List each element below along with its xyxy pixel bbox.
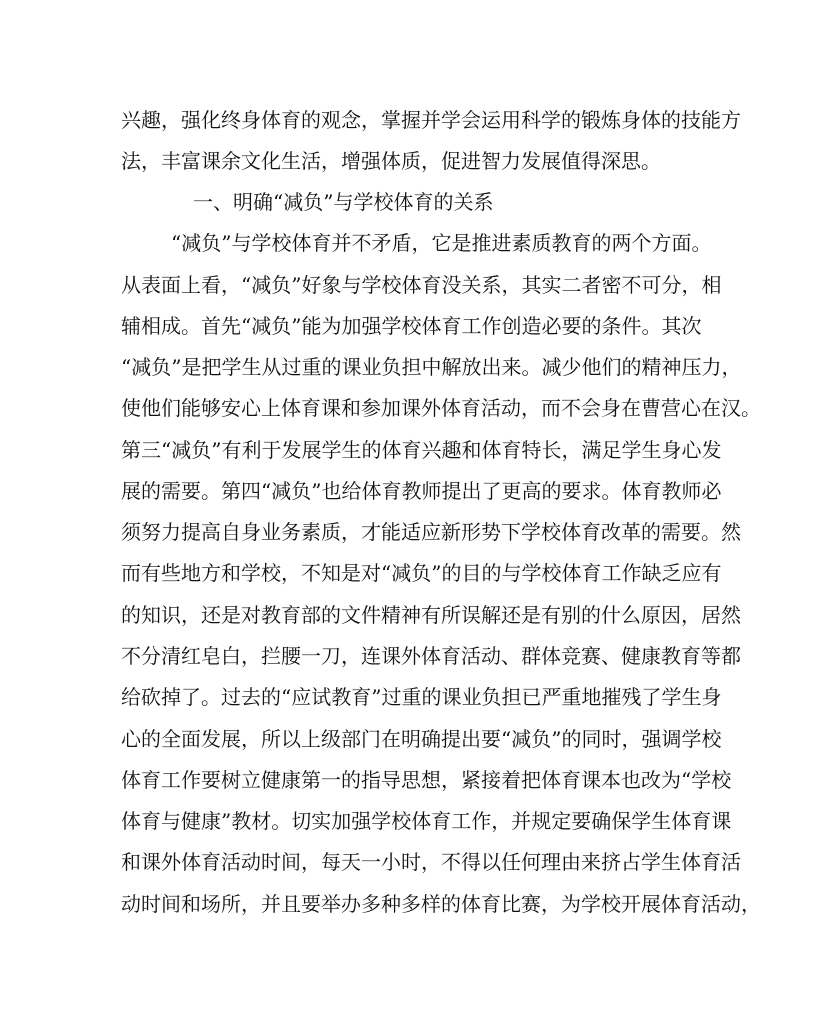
text-line: 不分清红皂白，拦腰一刀，连课外体育活动、群体竞赛、健康教育等都 [121, 644, 741, 668]
text-line: 须努力提高自身业务素质，才能适应新形势下学校体育改革的需要。然 [121, 520, 741, 544]
text-line: 而有些地方和学校，不知是对“减负”的目的与学校体育工作缺乏应有 [121, 561, 722, 585]
text-line: 心的全面发展，所以上级部门在明确提出要“减负”的同时，强调学校 [121, 727, 722, 751]
text-line: 展的需要。第四“减负”也给体育教师提出了更高的要求。体育教师必 [121, 479, 722, 503]
text-line: 体育工作要树立健康第一的指导思想，紧接着把体育课本也改为“学校 [121, 768, 732, 792]
text-line: 的知识，还是对教育部的文件精神有所误解还是有别的什么原因，居然 [121, 603, 741, 627]
text-line: 从表面上看，“减负”好象与学校体育没关系，其实二者密不可分，相 [121, 273, 722, 297]
section-heading: 一、明确“减负”与学校体育的关系 [193, 190, 494, 214]
text-line: “减负”是把学生从过重的课业负担中解放出来。减少他们的精神压力， [121, 355, 742, 379]
text-line: 动时间和场所，并且要举办多种多样的体育比赛，为学校开展体育活动， [121, 892, 761, 916]
text-line: 第三“减负”有利于发展学生的体育兴趣和体育特长，满足学生身心发 [121, 438, 722, 462]
text-line: 体育与健康”教材。切实加强学校体育工作，并规定要确保学生体育课 [121, 809, 732, 833]
text-line: 兴趣，强化终身体育的观念，掌握并学会运用科学的锻炼身体的技能方 [121, 108, 741, 132]
text-line: 给砍掉了。过去的“应试教育”过重的课业负担已严重地摧残了学生身 [121, 685, 722, 709]
text-line: 使他们能够安心上体育课和参加课外体育活动，而不会身在曹营心在汉。 [121, 396, 761, 420]
text-line: 法，丰富课余文化生活，增强体质，促进智力发展值得深思。 [121, 149, 661, 173]
text-line: “减负”与学校体育并不矛盾，它是推进素质教育的两个方面。 [171, 231, 712, 255]
text-line: 和课外体育活动时间，每天一小时，不得以任何理由来挤占学生体育活 [121, 850, 741, 874]
text-line: 辅相成。首先“减负”能为加强学校体育工作创造必要的条件。其次 [121, 314, 702, 338]
